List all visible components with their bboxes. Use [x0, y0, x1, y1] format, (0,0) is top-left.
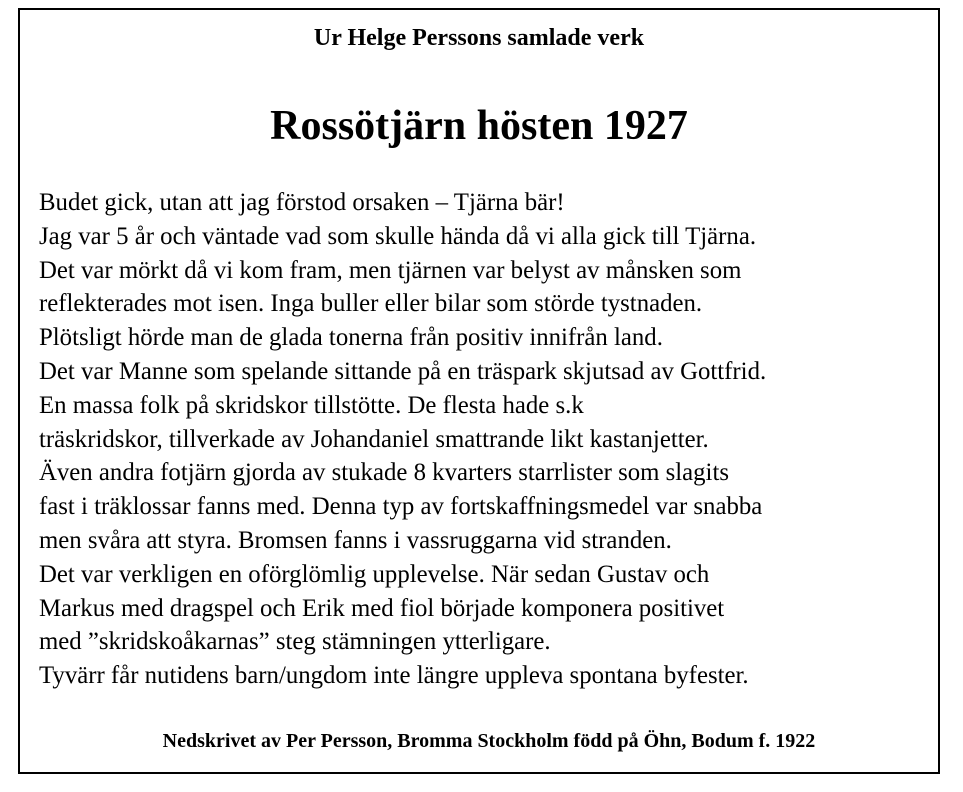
body-line: Tyvärr får nutidens barn/ungdom inte längre uppleva spontana byfester. — [39, 662, 749, 690]
body-line: Jag var 5 år och väntade vad som skulle hända då vi alla gick till Tjärna. — [39, 222, 757, 250]
body-line: Plötsligt hörde man de glada tonerna från positiv innifrån land. — [39, 324, 663, 352]
document-supertitle: Ur Helge Perssons samlade verk — [313, 25, 645, 51]
document-body — [39, 186, 939, 693]
document-footer: Nedskrivet av Per Persson, Bromma Stockholm född på Öhn, Bodum f. 1922 — [162, 730, 816, 752]
document-title: Rossötjärn hösten 1927 — [270, 103, 688, 149]
body-line: men svåra att styra. Bromsen fanns i vassruggarna vid stranden. — [39, 526, 672, 554]
body-line: Även andra fotjärn gjorda av stukade 8 kvarters starrlister som slagits — [39, 459, 729, 487]
body-line: Det var Manne som spelande sittande på en träspark skjutsad av Gottfrid. — [39, 357, 767, 385]
body-line: träskridskor, tillverkade av Johandaniel smattrande likt kastanjetter. — [39, 425, 709, 453]
body-line: Det var verkligen en oförglömlig upplevelse. När sedan Gustav och — [39, 560, 710, 588]
body-line: Markus med dragspel och Erik med fiol började komponera positivet — [39, 594, 725, 622]
body-line: Det var mörkt då vi kom fram, men tjärnen var belyst av månsken som — [39, 256, 742, 284]
body-line: med ”skridskoåkarnas” steg stämningen ytterligare. — [39, 628, 551, 656]
body-line: reflekterades mot isen. Inga buller eller bilar som störde tystnaden. — [39, 290, 703, 318]
body-line: Budet gick, utan att jag förstod orsaken – Tjärna bär! — [39, 189, 565, 216]
body-line: fast i träklossar fanns med. Denna typ av fortskaffningsmedel var snabba — [39, 493, 763, 521]
document-frame — [18, 8, 940, 774]
body-line: En massa folk på skridskor tillstötte. De flesta hade s.k — [39, 391, 584, 419]
